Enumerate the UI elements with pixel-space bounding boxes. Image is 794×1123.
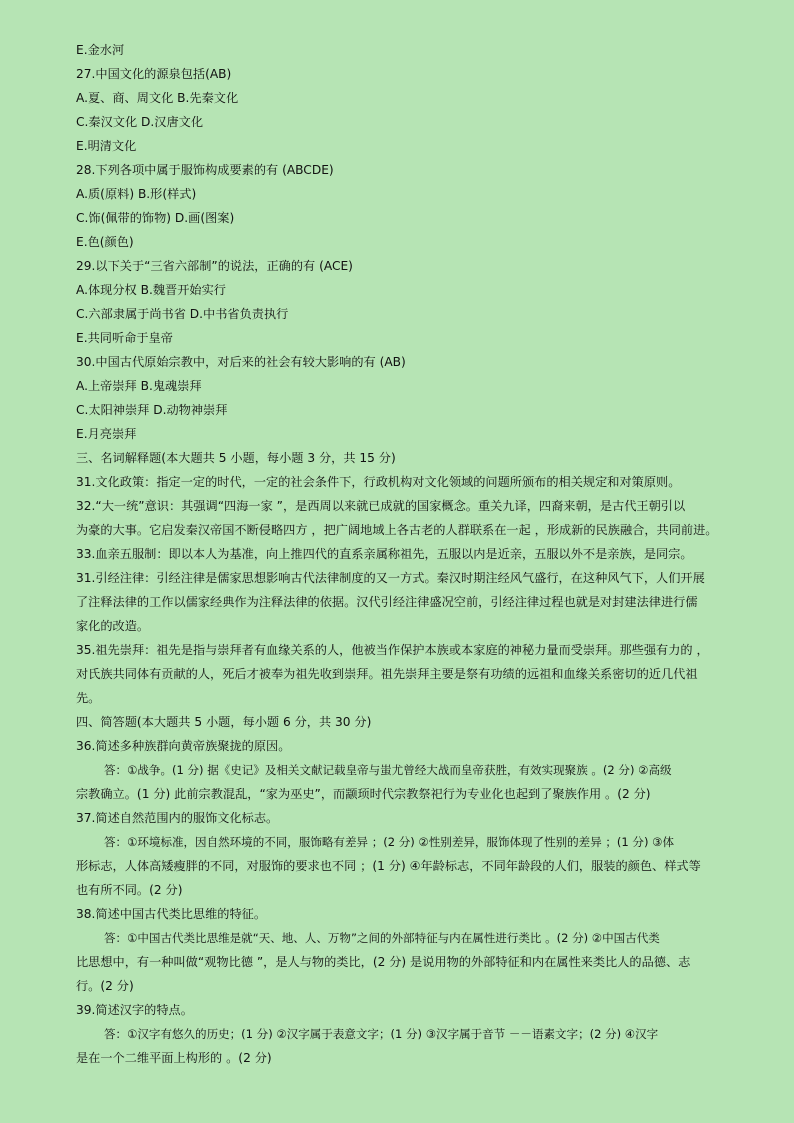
option-line: C.六部隶属于尚书省 D.中书省负责执行 xyxy=(76,307,289,321)
question-36: 36.简述多种族群向黄帝族聚拢的原因。 xyxy=(76,739,291,753)
answer-line-cont: 形标志，人体高矮瘦胖的不同，对服饰的要求也不同 ；(1 分) ④年龄标志，不同年龄段的人们，服装的颜色、样式等 xyxy=(76,859,701,873)
question-37: 37.简述自然范围内的服饰文化标志。 xyxy=(76,811,279,825)
option-line: E.月亮崇拜 xyxy=(76,427,137,441)
question-30: 30.中国古代原始宗教中，对后来的社会有较大影响的有 (AB) xyxy=(76,355,406,369)
answer-line: 答：①环境标准，因自然环境的不同，服饰略有差异 ；(2 分) ②性别差异，服饰体现了性别的差异 ；(1 分) ③体 xyxy=(104,835,674,849)
option-line: A.体现分权 B.魏晋开始实行 xyxy=(76,283,226,297)
term-definition: 35.祖先崇拜：祖先是指与崇拜者有血缘关系的人，他被当作保护本族或本家庭的神秘力量而受崇拜。那些强有力的 ， xyxy=(76,643,709,657)
answer-line-cont: 宗教确立。(1 分) 此前宗教混乱，“家为巫史”，而颛顼时代宗教祭祀行为专业化也起到了聚族作用 。(2 分) xyxy=(76,787,651,801)
term-definition: 32.“大一统”意识：其强调“四海一家 ”，是西周以来就已成就的国家概念。重关九译，四裔来朝，是古代王朝引以 xyxy=(76,499,686,513)
option-line: E.明清文化 xyxy=(76,139,137,153)
option-line: E.色(颜色) xyxy=(76,235,134,249)
question-39: 39.简述汉字的特点。 xyxy=(76,1003,193,1017)
term-definition-cont: 对氏族共同体有贡献的人，死后才被奉为祖先收到崇拜。祖先崇拜主要是祭有功绩的远祖和血缘关系密切的近几代祖 xyxy=(76,667,698,681)
option-line: C.太阳神崇拜 D.动物神崇拜 xyxy=(76,403,228,417)
option-line: C.秦汉文化 D.汉唐文化 xyxy=(76,115,204,129)
section-heading: 四、简答题(本大题共 5 小题，每小题 6 分，共 30 分) xyxy=(76,715,372,729)
question-27: 27.中国文化的源泉包括(AB) xyxy=(76,67,232,81)
option-line: A.上帝崇拜 B.鬼魂崇拜 xyxy=(76,379,202,393)
answer-line-cont: 行。(2 分) xyxy=(76,979,134,993)
answer-line: 答：①战争。(1 分) 据《史记》及相关文献记载皇帝与蚩尤曾经大战而皇帝获胜，有效实现聚族 。(2 分) ②高级 xyxy=(104,763,672,777)
answer-line-cont: 比思想中，有一种叫做“观物比德 ”，是人与物的类比，(2 分) 是说用物的外部特征和内在属性来类比人的品德、志 xyxy=(76,955,691,969)
option-line: E.共同听命于皇帝 xyxy=(76,331,173,345)
term-definition-cont: 先。 xyxy=(76,691,101,705)
section-heading: 三、名词解释题(本大题共 5 小题，每小题 3 分，共 15 分) xyxy=(76,451,396,465)
option-line: A.夏、商、周文化 B.先秦文化 xyxy=(76,91,239,105)
answer-line-cont: 是在一个二维平面上构形的 。(2 分) xyxy=(76,1051,272,1065)
term-definition: 33.血亲五服制：即以本人为基准，向上推四代的直系亲属称祖先，五服以内是近亲，五服以外不是亲族，是同宗。 xyxy=(76,547,693,561)
option-line: C.饰(佩带的饰物) D.画(图案) xyxy=(76,211,235,225)
term-definition-cont: 了注释法律的工作以儒家经典作为注释法律的依据。汉代引经注律盛况空前，引经注律过程也就是对封建法律进行儒 xyxy=(76,595,698,609)
answer-line: 答：①中国古代类比思维是就“天、地、人、万物”之间的外部特征与内在属性进行类比 。(2 分) ②中国古代类 xyxy=(104,931,660,945)
question-29: 29.以下关于“三省六部制”的说法，正确的有 (ACE) xyxy=(76,259,353,273)
question-28: 28.下列各项中属于服饰构成要素的有 (ABCDE) xyxy=(76,163,334,177)
term-definition: 31.文化政策：指定一定的时代，一定的社会条件下，行政机构对文化领域的问题所颁布的相关规定和对策原则。 xyxy=(76,475,681,489)
term-definition: 31.引经注律：引经注律是儒家思想影响古代法律制度的又一方式。秦汉时期注经风气盛行，在这种风气下，人们开展 xyxy=(76,571,705,585)
term-definition-cont: 为豪的大事。它启发秦汉帝国不断侵略四方 ，把广阔地域上各古老的人群联系在一起 ，形成新的民族融合，共同前进。 xyxy=(76,523,718,537)
option-line: A.质(原料) B.形(样式) xyxy=(76,187,197,201)
question-38: 38.简述中国古代类比思维的特征。 xyxy=(76,907,267,921)
answer-line: 答：①汉字有悠久的历史；(1 分) ②汉字属于表意文字；(1 分) ③汉字属于音节 －－语素文字；(2 分) ④汉字 xyxy=(104,1027,659,1041)
option-line: E.金水河 xyxy=(76,43,125,57)
answer-line-cont: 也有所不同。(2 分) xyxy=(76,883,183,897)
term-definition-cont: 家化的改造。 xyxy=(76,619,150,633)
